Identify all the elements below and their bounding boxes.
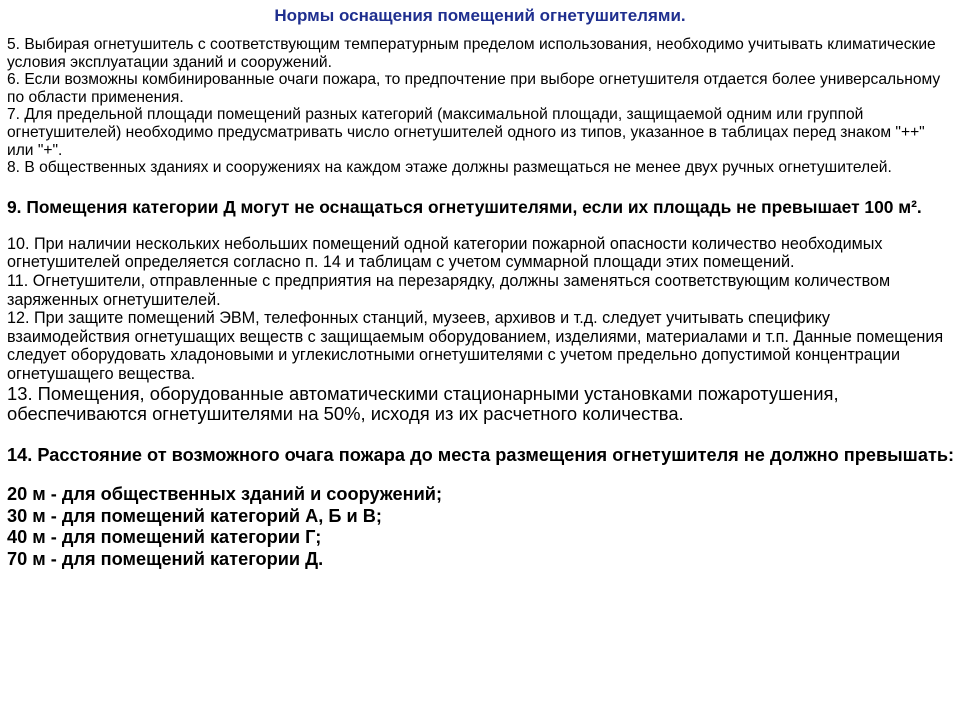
page-title: Нормы оснащения помещений огнетушителями. xyxy=(274,6,686,25)
distance-item: 40 м - для помещений категории Г; xyxy=(7,527,322,547)
distance-item: 20 м - для общественных зданий и сооружений; xyxy=(7,484,443,504)
paragraph-11: 11. Огнетушители, отправленные с предприятия на перезарядку, должны заменяться соответствующим количеством заряженных огнетушителей. xyxy=(7,271,891,309)
paragraph-9: 9. Помещения категории Д могут не оснащаться огнетушителями, если их площадь не превышает 100 м². xyxy=(7,196,922,217)
distance-item: 30 м - для помещений категорий А, Б и В; xyxy=(7,505,382,526)
paragraph-10: 10. При наличии нескольких небольших помещений одной категории пожарной опасности количество необходимых огнетушителей определяется согласно п. 14 и таблицам с учетом суммарной площади этих помещений. xyxy=(7,234,883,272)
paragraph-8: 8. В общественных зданиях и сооружениях на каждом этаже должны размещаться не менее двух ручных огнетушителей. xyxy=(7,159,892,177)
distance-list xyxy=(7,484,955,570)
paragraph-13: 13. Помещения, оборудованные автоматическими стационарными установками пожаротушения, обеспечиваются огнетушителями на 50%, исходя из их расчетного количества. xyxy=(7,382,839,424)
paragraph-7: 7. Для предельной площади помещений разных категорий (максимальной площади, защищаемой одним или группой огнетушителей) необходимо предусматривать число огнетушителей одного из типов, указанное в таблицах перед знаком "++" или "+". xyxy=(7,106,925,159)
document-body xyxy=(7,36,955,570)
distance-item: 70 м - для помещений категории Д. xyxy=(7,548,324,569)
paragraph-14: 14. Расстояние от возможного очага пожара до места размещения огнетушителя не должно превышать: xyxy=(7,444,955,465)
paragraph-12: 12. При защите помещений ЭВМ, телефонных станций, музеев, архивов и т.д. следует учитывать специфику взаимодействия огнетушащих веществ с защищаемым оборудованием, изделиями, материалами и т.п. Данные помещения следует оборудовать хладоновыми и углекислотными огнетушителями с учетом предельно допустимой концентрации огнетушащего вещества. xyxy=(7,309,944,383)
paragraph-6: 6. Если возможны комбинированные очаги пожара, то предпочтение при выборе огнетушителя отдается более универсальному по области применения. xyxy=(7,71,941,106)
paragraph-5: 5. Выбирая огнетушитель с соответствующим температурным пределом использования, необходимо учитывать климатические условия эксплуатации зданий и сооружений. xyxy=(7,36,936,71)
